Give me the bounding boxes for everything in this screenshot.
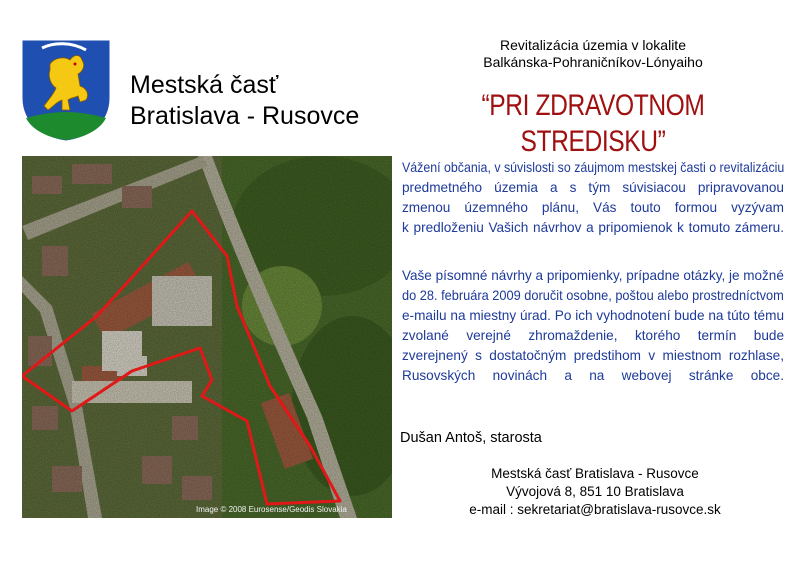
municipality-line1: Mestská časť [130, 71, 279, 99]
municipality-name [130, 70, 359, 132]
mayor-signature: Dušan Antoš, starosta [400, 430, 542, 446]
text-line: zmenou územného plánu, Vás touto formou vyzývam [402, 200, 784, 215]
text-line: Vážení občania, v súvislosti so záujmom mestskej časti o revitalizáciu [402, 160, 785, 175]
text-line: Vaše písomné návrhy a pripomienky, prípadne otázky, je možné [402, 268, 784, 283]
project-subtitle-line1: Revitalizácia územia v lokalite [500, 37, 686, 53]
text-line: Rusovských novinách a na webovej stránke obce. [402, 368, 784, 383]
text-line: predmetného územia a s tým súvisiacou pripravovanou [402, 180, 784, 195]
invitation-paragraph [402, 158, 784, 238]
text-line: zverejnený s dostatočným predstihom v miestnom rozhlase, [402, 348, 784, 363]
contact-address: Vývojová 8, 851 10 Bratislava [506, 484, 684, 499]
contact-email: e-mail : sekretariat@bratislava-rusovce.sk [469, 502, 721, 517]
contact-block [440, 465, 750, 519]
contact-office: Mestská časť Bratislava - Rusovce [491, 466, 699, 481]
project-subtitle-line2: Balkánska-Pohraničníkov-Lónyaiho [483, 54, 703, 70]
text-line: e-mailu na miestny úrad. Po ich vyhodnotení bude na túto tému [402, 308, 784, 323]
text-line: do 28. februára 2009 doručit osobne, poštou alebo prostredníctvom [402, 288, 784, 303]
text-line: k predloženiu Vašich návrhov a pripomienok k tomuto zámeru. [402, 220, 784, 235]
text-line: zvolané verejné zhromaždenie, ktorého termín bude [402, 328, 784, 343]
project-title: “PRI ZDRAVOTNOM STREDISKU” [481, 89, 705, 158]
aerial-map-image [22, 156, 392, 518]
municipality-line2: Bratislava - Rusovce [130, 102, 360, 130]
project-subtitle [398, 37, 788, 71]
submission-paragraph [402, 266, 784, 386]
coat-of-arms-logo [20, 38, 112, 142]
map-copyright: Image © 2008 Eurosense/Geodis Slovakia [196, 505, 347, 514]
